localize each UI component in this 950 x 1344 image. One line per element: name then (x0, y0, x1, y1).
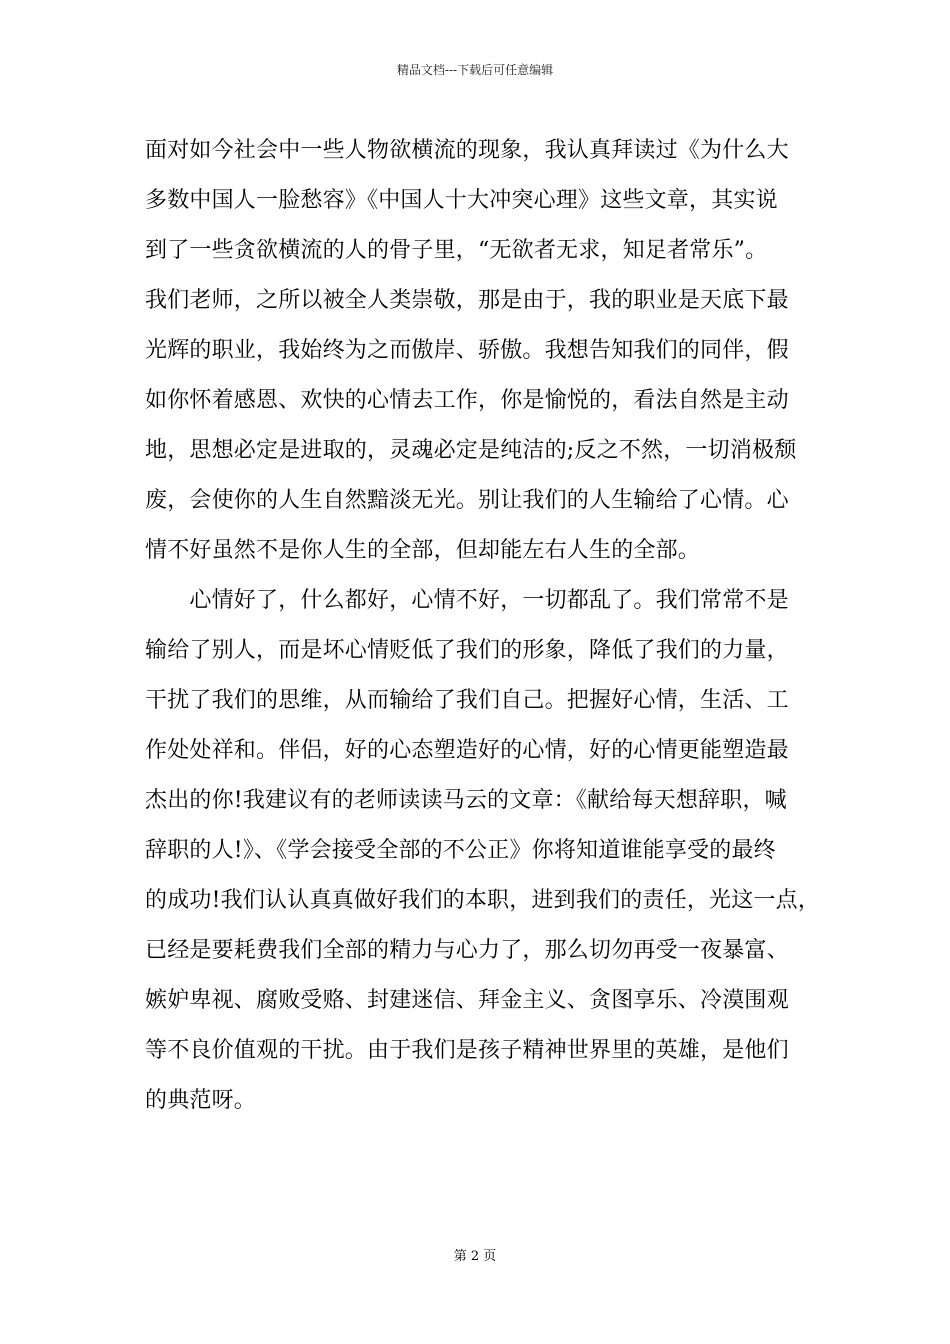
text-line: 嫉妒卑视、腐败受赂、封建迷信、拜金主义、贪图享乐、冷漠围观 (145, 988, 789, 1013)
text-line: 已经是要耗费我们全部的精力与心力了，那么切勿再受一夜暴富、 (145, 938, 789, 963)
text-line: 作处处祥和。伴侣，好的心态塑造好的心情，好的心情更能塑造最 (145, 738, 789, 763)
page-number: 第 2 页 (453, 1249, 497, 1264)
text-line: 等不良价值观的干扰。由于我们是孩子精神世界里的英雄，是他们 (145, 1038, 789, 1063)
text-line: 我们老师，之所以被全人类崇敬，那是由于，我的职业是天底下最 (145, 288, 789, 313)
text-line: 心情好了，什么都好，心情不好，一切都乱了。我们常常不是 (145, 588, 789, 613)
text-line: 杰出的你!我建议有的老师读读马云的文章：《献给每天想辞职，喊 (145, 788, 787, 813)
text-line: 到了一些贪欲横流的人的骨子里，“无欲者无求，知足者常乐”。 (145, 238, 768, 263)
text-line: 如你怀着感恩、欢快的心情去工作，你是愉悦的，看法自然是主动 (145, 388, 789, 413)
text-line: 输给了别人，而是坏心情贬低了我们的形象，降低了我们的力量， (145, 638, 789, 663)
text-line: 情不好虽然不是你人生的全部，但却能左右人生的全部。 (145, 538, 701, 563)
text-line: 多数中国人一脸愁容》《中国人十大冲突心理》这些文章，其实说 (145, 188, 778, 213)
text-line: 干扰了我们的思维，从而输给了我们自己。把握好心情，生活、工 (145, 688, 789, 713)
text-line: 面对如今社会中一些人物欲横流的现象，我认真拜读过《为什么大 (145, 138, 789, 163)
text-line: 的典范呀。 (145, 1088, 257, 1113)
text-line: 辞职的人!》、《学会接受全部的不公正》你将知道谁能享受的最终 (145, 838, 776, 863)
text-line: 的成功!我们认认真真做好我们的本职，进到我们的责任，光这一点， (145, 888, 821, 913)
page-header: 精品文档---下载后可任意编辑 (396, 63, 554, 77)
body-text (145, 126, 825, 1126)
text-line: 地，思想必定是进取的，灵魂必定是纯洁的;反之不然，一切消极颓 (145, 438, 797, 463)
text-line: 废，会使你的人生自然黯淡无光。别让我们的人生输给了心情。心 (145, 488, 789, 513)
text-line: 光辉的职业，我始终为之而傲岸、骄傲。我想告知我们的同伴，假 (145, 338, 789, 363)
